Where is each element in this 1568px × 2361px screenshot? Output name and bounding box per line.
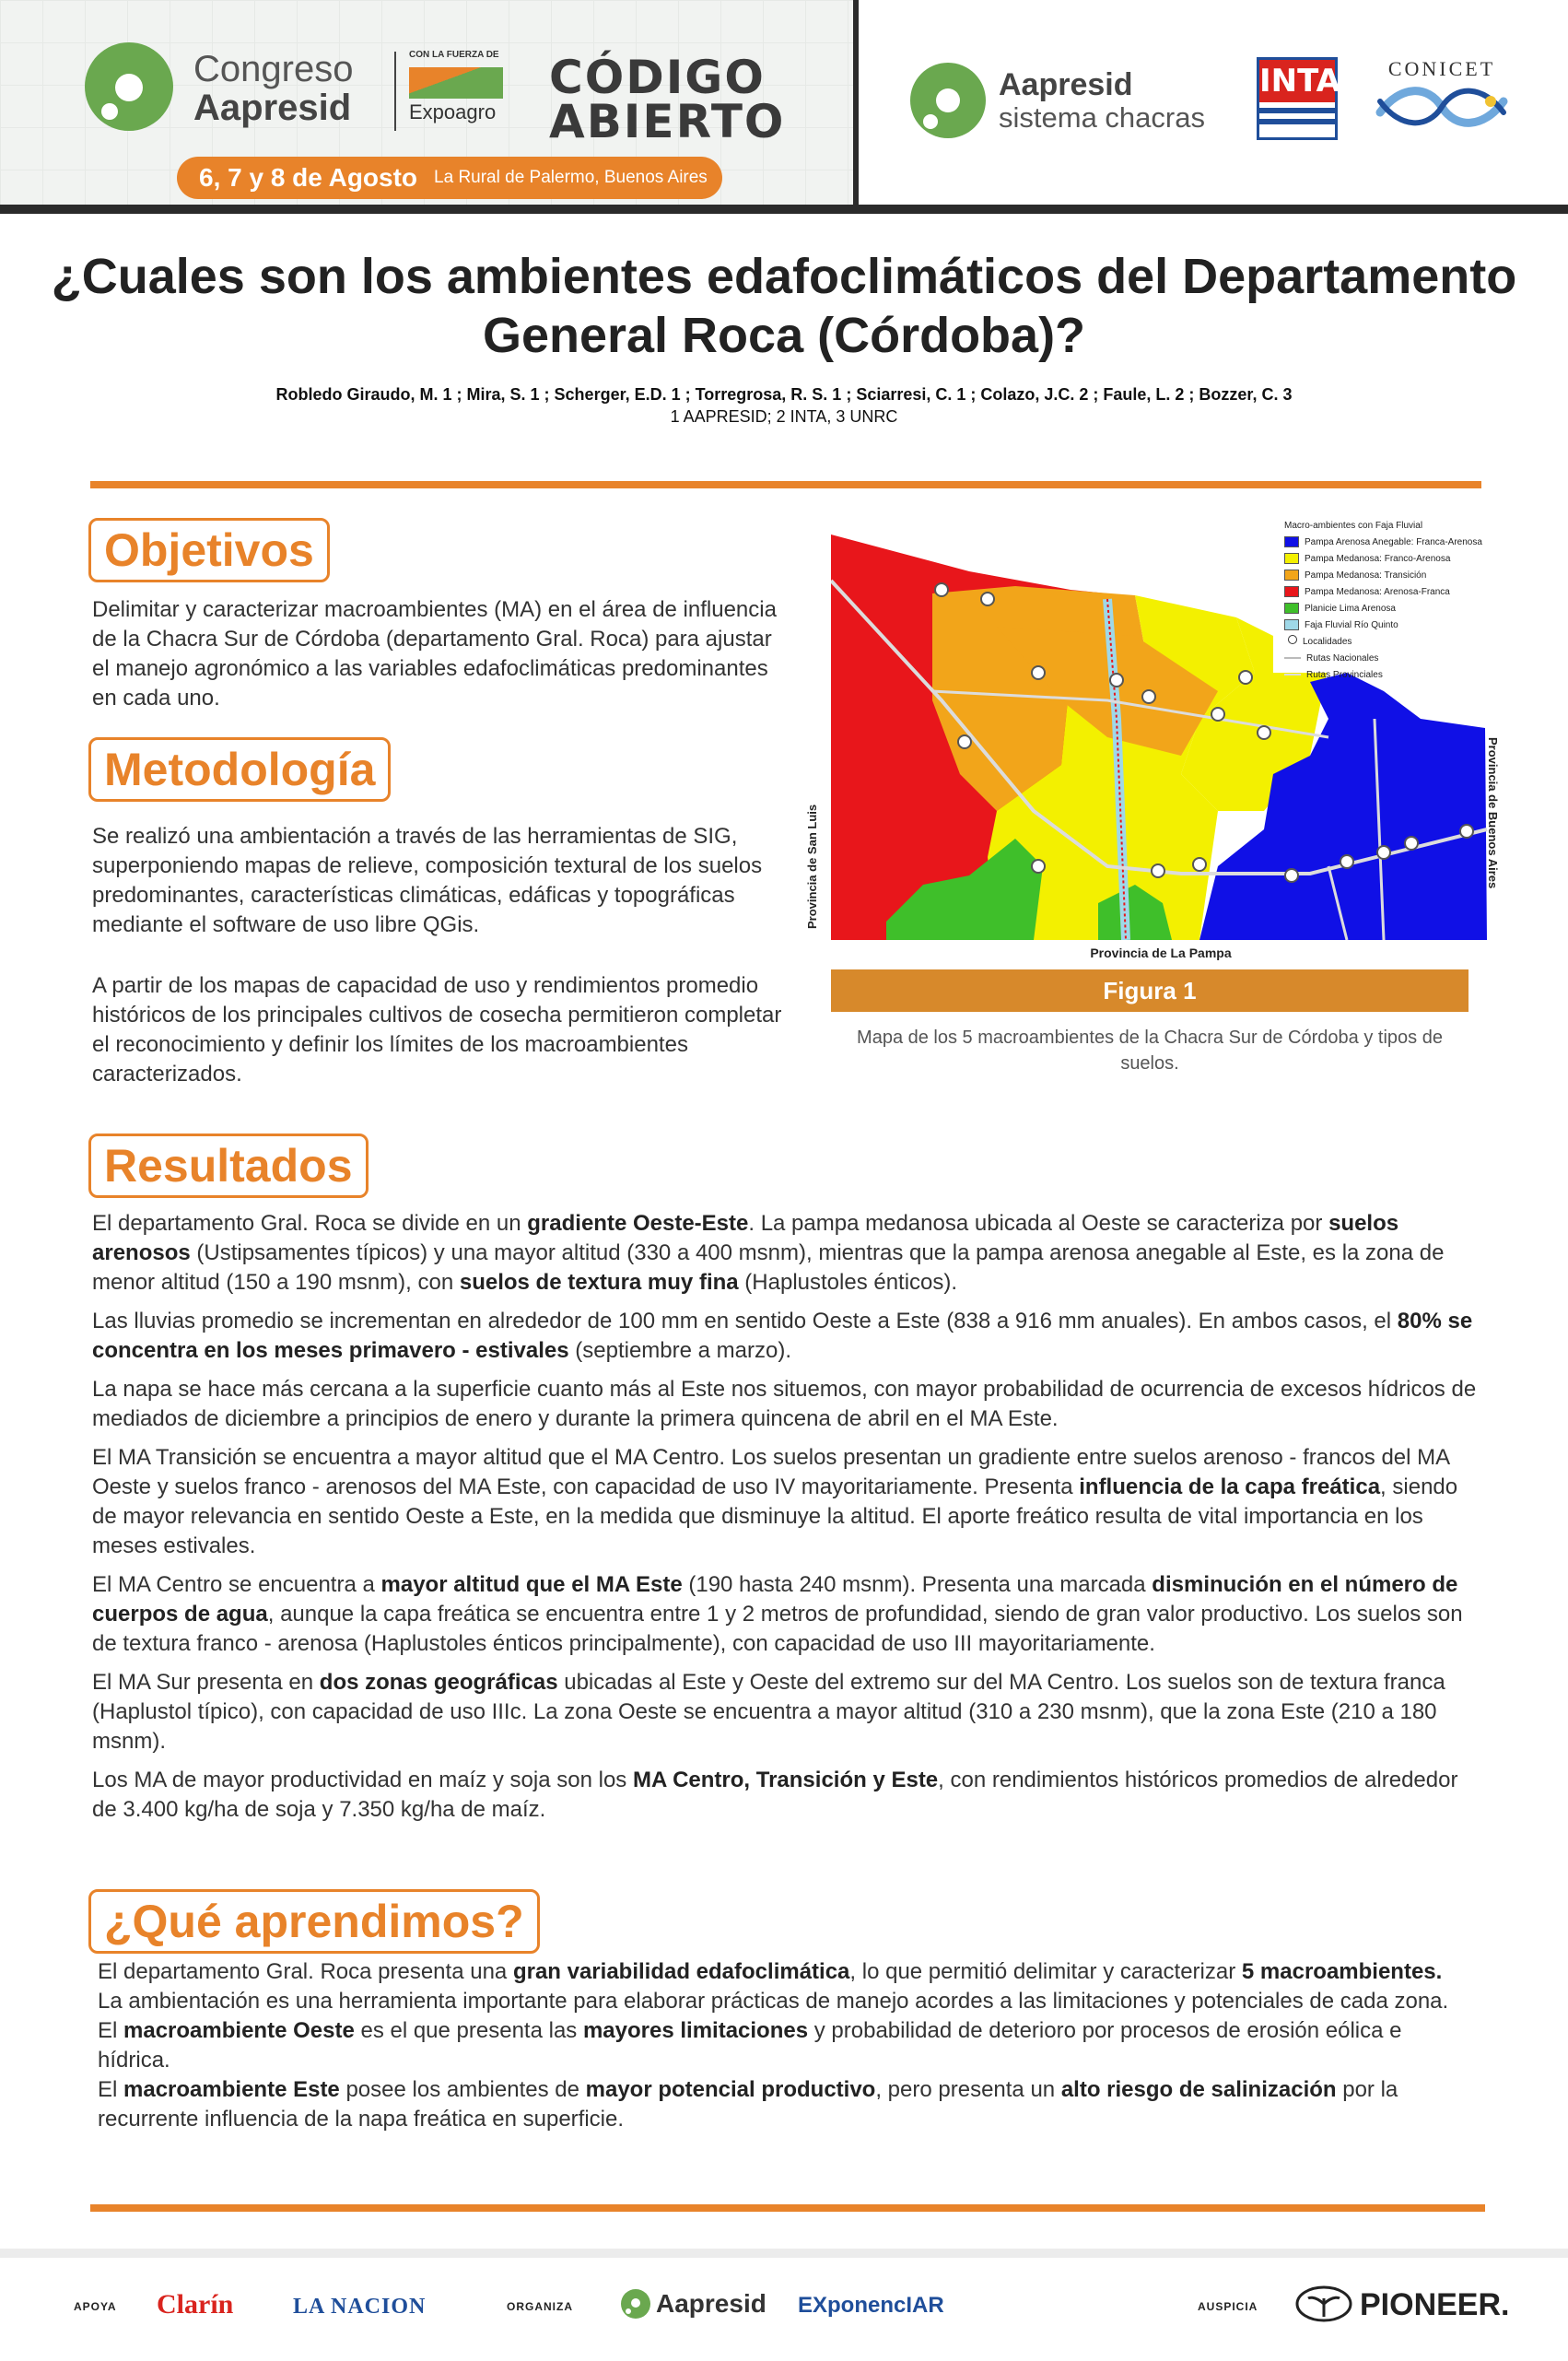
codigo-abierto-logo: CÓDIGO ABIERTO — [549, 51, 786, 148]
lanacion-logo: LA NACION — [293, 2295, 427, 2319]
exponencial-logo: EXponencIAR — [798, 2293, 944, 2318]
resultados-p1: El departamento Gral. Roca se divide en un gradiente Oeste-Este. La pampa medanosa ubicada al Oeste se caracteriza por suelos arenosos (Ustipsamentes típicos) y una mayor altitud (330 a 400 msnm), mientras que la pampa arenosa anegable al Este, es la zona de menor altitud (150 a 190 msnm), con suelos de textura muy fina (Haplustoles énticos). — [92, 1211, 1445, 1295]
date-pill — [177, 157, 722, 199]
pioneer-logo: PIONEER. — [1360, 2287, 1510, 2322]
legend-rutas-nac: Rutas Nacionales — [1284, 651, 1505, 667]
figure-label-bar: Figura 1 — [831, 969, 1469, 1012]
legend-item — [1284, 617, 1505, 634]
aprendimos-heading: ¿Qué aprendimos? — [88, 1889, 540, 1954]
header-divider — [853, 0, 859, 214]
map-label-la-pampa: Provincia de La Pampa — [1090, 946, 1232, 960]
metodologia-p1: Se realizó una ambientación a través de las herramientas de SIG, superponiendo mapas de relieve, composición textural de los suelos predominantes, características climáticas, edáficas y topográficas mediante el software de uso libre QGis. — [92, 824, 763, 937]
aprendimos-l1: El departamento Gral. Roca presenta una gran variabilidad edafoclimática, lo que permitió delimitar y caracterizar 5 macroambientes. — [98, 1959, 1443, 1984]
event-place: La Rural de Palermo, Buenos Aires — [434, 168, 708, 187]
resultados-p4: El MA Transición se encuentra a mayor altitud que el MA Centro. Los suelos presentan un gradiente entre suelos arenoso - francos del MA Oeste y suelos franco - arenosos del MA Este, con capacidad de uso IV mayoritariamente. Presenta influencia de la capa freática, siendo de mayor relevancia en sentido Oeste a Este, en la medida que disminuye la altitud. El aporte freático resulta de vital importancia en los meses estivales. — [92, 1445, 1458, 1558]
resultados-p6: El MA Sur presenta en dos zonas geográficas ubicadas al Este y Oeste del extremo sur del MA Centro. Los suelos son de textura franca (Haplustol típico), con capacidad de uso IIIc. La zona Oeste se encuentra a mayor altitud (310 a 230 msnm), que la zona Este (210 a 180 msnm). — [92, 1670, 1445, 1754]
aprendimos-l4: El macroambiente Este posee los ambientes de mayor potencial productivo, pero presenta un alto riesgo de salinización por la recurrente influencia de la napa freática en superficie. — [98, 2077, 1398, 2132]
map-label-buenos-aires: Provincia de Buenos Aires — [1486, 737, 1500, 889]
footer-aapresid-logo: Aapresid — [656, 2289, 766, 2318]
map-label-san-luis: Provincia de San Luis — [805, 804, 819, 929]
objetivos-heading: Objetivos — [88, 518, 330, 582]
resultados-p2: Las lluvias promedio se incrementan en alrededor de 100 mm en sentido Oeste a Este (838 a 916 mm anuales). En ambos casos, el 80% se concentra en los meses primavero - estivales (septiembre a marzo). — [92, 1309, 1473, 1363]
conicet-logo: CONICET — [1373, 57, 1511, 137]
sponsor-footer — [0, 2249, 1568, 2361]
legend-swatch — [1284, 536, 1299, 547]
resultados-body — [92, 1209, 1483, 1834]
footer-apoya: APOYA — [74, 2300, 117, 2313]
congreso-logo-text: Congreso Aapresid — [193, 49, 354, 128]
legend-label: Faja Fluvial Río Quinto — [1305, 620, 1398, 630]
legend-item — [1284, 601, 1505, 617]
aapresid-leaf-icon — [85, 42, 173, 131]
aprendimos-body — [98, 1957, 1480, 2134]
legend-swatch — [1284, 553, 1299, 564]
poster-title: ¿Cuales son los ambientes edafoclimáticos del Departamento General Roca (Córdoba)? — [51, 249, 1517, 363]
footer-organiza: ORGANIZA — [507, 2300, 573, 2313]
affiliations: 1 AAPRESID; 2 INTA, 3 UNRC — [670, 407, 898, 426]
clarin-logo: Clarín — [157, 2289, 234, 2320]
resultados-p5: El MA Centro se encuentra a mayor altitud que el MA Este (190 hasta 240 msnm). Presenta una marcada disminución en el número de cuerpos de agua, aunque la capa freática se encuentra entre 1 y 2 metros de profundidad, siendo de gran valor productivo. Los suelos son de textura franco - arenosa (Haplustoles énticos principalmente), con capacidad de uso III mayoritariamente. — [92, 1572, 1463, 1656]
legend-label: Pampa Arenosa Anegable: Franca-Arenosa — [1305, 537, 1482, 547]
top-orange-rule — [90, 481, 1481, 488]
metodologia-heading: Metodología — [88, 737, 391, 802]
footer-auspicia: AUSPICIA — [1198, 2300, 1258, 2313]
pioneer-plant-icon — [1295, 2285, 1352, 2322]
resultados-heading: Resultados — [88, 1134, 369, 1198]
legend-item — [1284, 551, 1505, 568]
bottom-orange-rule — [90, 2204, 1485, 2212]
resultados-p7: Los MA de mayor productividad en maíz y soja son los MA Centro, Transición y Este, con rendimientos históricos promedios de alrededor de 3.400 kg/ha de soja y 7.350 kg/ha de maíz. — [92, 1768, 1458, 1822]
legend-swatch — [1284, 619, 1299, 630]
expoagro-flag-icon — [409, 67, 503, 99]
legend-item — [1284, 534, 1505, 551]
inta-logo: INTA — [1257, 57, 1338, 140]
legend-swatch — [1284, 586, 1299, 597]
resultados-p3: La napa se hace más cercana a la superficie cuanto más al Este nos situemos, con mayor probabilidad de ocurrencia de excesos hídricos de mediados de diciembre a principios de enero y durante la primera quincena de abril en el MA Este. — [92, 1377, 1477, 1431]
logo-separator — [394, 52, 396, 131]
legend-item — [1284, 568, 1505, 584]
objetivos-text: Delimitar y caracterizar macroambientes (MA) en el área de influencia de la Chacra Sur de Córdoba (departamento Gral. Roca) para ajustar el manejo agronómico a las variables edafoclimáticas predominantes en cada uno. — [92, 597, 777, 711]
aapresid-chacras-text: Aapresid sistema chacras — [999, 67, 1205, 134]
authors: Robledo Giraudo, M. 1 ; Mira, S. 1 ; Scherger, E.D. 1 ; Torregrosa, R. S. 1 ; Sciarresi, C. 1 ; Colazo, J.C. 2 ; Faule, L. 2 ; Bozzer, C. 3 — [275, 385, 1293, 404]
legend-swatch — [1284, 570, 1299, 581]
map-legend — [1284, 518, 1505, 684]
header-bottom-bar — [0, 205, 1568, 214]
legend-swatch — [1284, 603, 1299, 614]
aprendimos-l2: La ambientación es una herramienta importante para elaborar prácticas de manejo acordes a las limitaciones y potenciales de cada zona. — [98, 1989, 1449, 2014]
legend-rutas-prov: Rutas Provinciales — [1284, 667, 1505, 684]
footer-aapresid-leaf-icon — [621, 2289, 650, 2319]
legend-label: Pampa Medanosa: Transición — [1305, 570, 1427, 581]
metodologia-p2: A partir de los mapas de capacidad de uso y rendimientos promedio históricos de los principales cultivos de cosecha permitieron completar el reconocimiento y definir los límites de los macroambientes caracterizados. — [92, 973, 782, 1087]
aapresid-chacras-leaf-icon — [910, 63, 986, 138]
metodologia-body — [92, 822, 802, 1098]
expoagro-logo: CON LA FUERZA DE Expoagro — [409, 50, 510, 124]
legend-label: Pampa Medanosa: Arenosa-Franca — [1305, 587, 1450, 597]
legend-label: Planicie Lima Arenosa — [1305, 604, 1396, 614]
legend-title: Macro-ambientes con Faja Fluvial — [1284, 521, 1423, 531]
figure-caption: Mapa de los 5 macroambientes de la Chacra Sur de Córdoba y tipos de suelos. — [857, 1028, 1443, 1074]
legend-label: Pampa Medanosa: Franco-Arenosa — [1305, 554, 1451, 564]
conicet-wave-icon — [1373, 81, 1511, 133]
legend-localidades: Localidades — [1284, 634, 1505, 651]
event-date: 6, 7 y 8 de Agosto — [199, 163, 418, 192]
legend-item — [1284, 584, 1505, 601]
poster-header — [0, 0, 1568, 214]
aprendimos-l3: El macroambiente Oeste es el que presenta las mayores limitaciones y probabilidad de deterioro por procesos de erosión eólica e hídrica. — [98, 2018, 1402, 2073]
